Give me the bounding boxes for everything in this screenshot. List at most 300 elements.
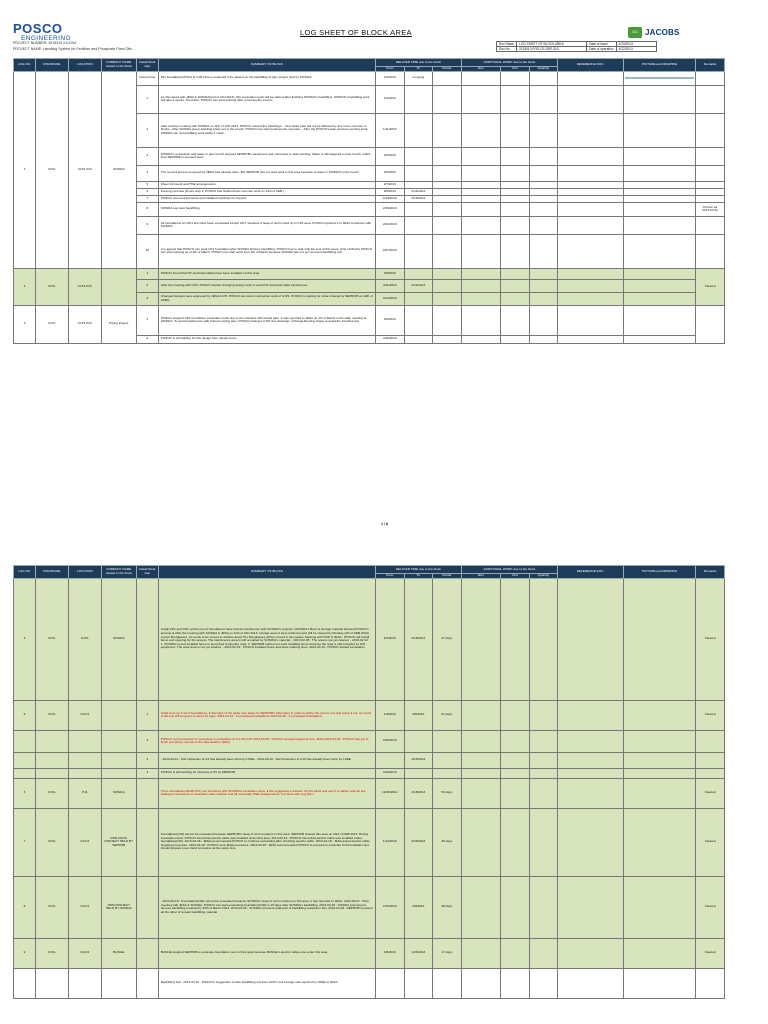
log-table-page-1 — [13, 58, 725, 344]
col-summary: SUMMARY OF BLOCK — [158, 566, 375, 579]
ref-cell — [558, 216, 624, 234]
step-cell: 9 — [136, 216, 158, 234]
summary-cell: All foundations of C1P1 line have been excavated except CP1, because a heap of soil is piled up in CP1 area. POSCO reported it to JESA to discuss with SOSIDA. — [158, 216, 375, 234]
ref-cell — [558, 938, 624, 968]
summary-cell: After the meeting with OCP, POSCO started changing design work to avoid HV electrical cable interference. — [158, 279, 375, 292]
remark-cell — [696, 752, 725, 768]
group-disc: CIVIL — [35, 305, 68, 343]
cell — [501, 181, 530, 188]
group-loc: C1P1,P12 — [68, 268, 101, 305]
col-location: LOCATION — [68, 59, 101, 72]
remark-cell: Cleared — [696, 268, 725, 305]
remark-cell: Cleared — [696, 876, 725, 938]
from-cell: 2/19/2013 — [376, 202, 405, 216]
cell — [529, 578, 558, 700]
from-cell: 4/18/2013 — [376, 335, 405, 343]
remark-cell — [696, 968, 725, 998]
cell — [461, 268, 500, 279]
col-remarks: Remarks — [696, 59, 725, 72]
step-cell: 2 — [136, 335, 158, 343]
to-cell: 4/15/2013 — [404, 752, 433, 768]
picture-cell — [623, 292, 695, 305]
cell — [529, 181, 558, 188]
picture-cell — [623, 71, 695, 85]
col-additional: ADDITIONAL WORK due to the block — [461, 566, 558, 574]
cell — [529, 335, 558, 343]
step-cell: 1 — [136, 268, 158, 279]
ref-cell — [558, 85, 624, 113]
period-cell — [433, 147, 462, 165]
ref-cell — [558, 768, 624, 778]
project-name: PROJECT NAME: Handling System for Fertilizer and Phosphate Plant Ofis — [13, 47, 132, 51]
picture-cell — [623, 279, 695, 292]
group-comp: Piping Project — [101, 305, 136, 343]
cell — [501, 700, 530, 730]
discipline — [35, 768, 68, 778]
step-cell: 8 — [136, 202, 158, 216]
picture-cell — [623, 113, 695, 147]
summary-cell: SOSIDA's excavation and water in pipe trench stopped SEPROB's equipment and manpower to start working. Water is still stagnant in pipe trench, which stop SEPROB to proceed work. — [158, 147, 375, 165]
cell — [501, 71, 530, 85]
table-row — [14, 752, 725, 768]
period-cell — [433, 195, 462, 202]
from-cell: 2/6/2013 — [376, 165, 405, 181]
period-cell — [433, 85, 462, 113]
cell — [461, 195, 500, 202]
col-from: From — [376, 67, 405, 72]
discipline — [35, 968, 68, 998]
col-picture: PICTURE and DRAWING — [623, 566, 695, 579]
cell — [501, 188, 530, 195]
group-disc: CIVIL — [35, 71, 68, 268]
table-row — [14, 768, 725, 778]
cell — [529, 216, 558, 234]
cell — [501, 768, 530, 778]
cell — [529, 778, 558, 808]
ref-cell — [558, 147, 624, 165]
to-cell — [404, 147, 433, 165]
cell — [529, 700, 558, 730]
to-cell — [404, 268, 433, 279]
picture-cell — [623, 202, 695, 216]
col-company: COMPANY NAME related to the block — [101, 59, 136, 72]
ref-cell — [558, 752, 624, 768]
table-row — [14, 700, 725, 730]
table-row — [14, 968, 725, 998]
cell — [461, 234, 500, 268]
cell — [529, 188, 558, 195]
group-no: 3 — [14, 305, 36, 343]
picture-cell — [623, 876, 695, 938]
from-cell: 1/8/2013 — [376, 938, 405, 968]
from-cell: 2/15/2013 — [376, 876, 405, 938]
period-cell — [433, 234, 462, 268]
col-discipline: DISCIPLINE — [35, 566, 68, 579]
summary-cell: Sheet formwork and HSE arrangements. — [158, 181, 375, 188]
cell — [501, 234, 530, 268]
col-delayed: DELAYED TIME due to the block — [376, 566, 462, 574]
ref-cell — [558, 181, 624, 188]
period-cell — [433, 202, 462, 216]
cell — [501, 268, 530, 279]
location: C1P1 — [68, 578, 101, 700]
summary-cell: Pile foundation(CP1/2) at C1P1 line is expected to be placed on the backfilling of pipe project held by SOSIDA. — [158, 71, 375, 85]
log-no — [14, 730, 36, 752]
to-cell: 2/18/2013 — [404, 778, 433, 808]
col-item: Item — [461, 67, 500, 72]
cell — [461, 938, 500, 968]
posco-logo: POSCO ENGINEERING — [13, 21, 71, 42]
ref-cell — [558, 234, 624, 268]
cell — [501, 195, 530, 202]
col-ref: REFERENCE DOC. — [558, 59, 624, 72]
from-cell: 2/27/2013 — [376, 234, 405, 268]
period-cell: 61 days — [433, 700, 462, 730]
step-cell: 1 — [136, 85, 158, 113]
company — [101, 730, 136, 752]
company: BUNGE — [101, 938, 136, 968]
ref-cell — [558, 202, 624, 216]
ref-cell — [558, 876, 624, 938]
cell — [501, 938, 530, 968]
step-cell: 6 — [136, 188, 158, 195]
cell — [529, 202, 558, 216]
group-no: 1 — [14, 71, 36, 268]
ref-cell — [558, 968, 624, 998]
cell — [529, 305, 558, 335]
company: PIPE RACK PROJECT HELD BY SEPROB — [101, 808, 136, 876]
col-no: LOG NO. — [14, 566, 36, 579]
summary-cell: POSCO found that HV electrical cables have been installed on this area. — [158, 268, 375, 279]
period-cell — [433, 305, 462, 335]
period-cell — [433, 752, 462, 768]
cell — [529, 292, 558, 305]
cell — [529, 752, 558, 768]
ref-cell — [558, 279, 624, 292]
cell — [529, 279, 558, 292]
cell — [529, 808, 558, 876]
period-cell: 17 days — [433, 938, 462, 968]
discipline: CIVIL — [35, 938, 68, 968]
col-detail: Detail Work step — [136, 59, 158, 72]
cell — [461, 778, 500, 808]
discipline: CIVIL — [35, 876, 68, 938]
step-cell — [136, 938, 158, 968]
from-cell: 2/8/2013 — [376, 188, 405, 195]
ref-cell — [558, 578, 624, 700]
jacobs-logo: GO JACOBS — [628, 26, 684, 38]
remark-cell: Cleared — [696, 700, 725, 730]
from-cell: 1/3/2013 — [376, 700, 405, 730]
step-cell: Issued time — [136, 71, 158, 85]
picture-cell — [623, 938, 695, 968]
col-picture: PICTURE and DRAWING — [623, 59, 695, 72]
remark-cell: Cleared — [696, 938, 725, 968]
period-cell — [433, 968, 462, 998]
col-additional: ADDITIONAL WORK due to the block — [461, 59, 558, 67]
col-company: COMPANY NAME related to the block — [101, 566, 136, 579]
log-no: 7 — [14, 808, 36, 876]
picture-cell — [623, 778, 695, 808]
col-summary: SUMMARY OF BLOCK — [158, 59, 375, 72]
picture-cell — [623, 768, 695, 778]
step-cell — [136, 968, 158, 998]
step-cell: 4 — [136, 768, 158, 778]
remark-cell — [696, 730, 725, 752]
cell — [529, 165, 558, 181]
discipline: CIVIL — [35, 808, 68, 876]
col-unit: Unit — [501, 574, 530, 579]
table-row — [14, 305, 725, 335]
col-remarks: Remarks — [696, 566, 725, 579]
cell — [461, 768, 500, 778]
remark-cell: Cleared — [696, 808, 725, 876]
picture-cell — [623, 335, 695, 343]
remark-cell: Person as 2013.03.22 — [696, 202, 725, 216]
table-row — [14, 730, 725, 752]
step-cell — [136, 808, 158, 876]
cell — [461, 113, 500, 147]
picture-cell — [623, 305, 695, 335]
remark-cell — [696, 305, 725, 343]
summary-cell: Backfilling Soil : 2013-03-01 : POSCO's suggestion to take backfilling soil from OCP's soil storage was rejected by LPEE of JESA — [158, 968, 375, 998]
summary-cell: The second access proposed by JESA was already done. But SEPROB can not start work in this area because of water in SOSIDA's pipe trench. — [158, 165, 375, 181]
group-disc: CIVIL — [35, 268, 68, 305]
table-row — [14, 876, 725, 938]
picture-cell — [623, 195, 695, 202]
table-row — [14, 808, 725, 876]
col-ref: REFERENCE DOC. — [558, 566, 624, 579]
step-cell: 1 — [136, 305, 158, 335]
summary-cell: SOSIDA can start backfilling. — [158, 202, 375, 216]
project-number: PROJECT NUMBER: 3015310 01/11/M — [13, 41, 76, 45]
summary-cell: Foundation(C16) cannot be excavated because SEPROB's heap of soil is located on this area. SEPROB cleared this area on 23rd of FEB 2013. During excavation work, POSCO found that electric cable was installed under that area. 2013-03-15 : POSCO found that electric cable was installed under foundation(C16). 2013-03-18 : JESA recommended POSCO to continue excavating after checking electric cable. 2013-03-18 : JESA asked electric cable stopping procedure. 2013-03-18 : POSCO sent JESA procedure. 2013-03-25 : JESA recommended POSCO to proceed to excavate C16 foundation and should prepare more hand procedure at the same time — [158, 808, 375, 876]
cell — [501, 335, 530, 343]
from-cell: 2/6/2013 — [376, 147, 405, 165]
cell — [501, 85, 530, 113]
company — [101, 768, 136, 778]
from-cell: 3/11/2013 — [376, 279, 405, 292]
cell — [461, 730, 500, 752]
cell — [529, 938, 558, 968]
remark-cell — [696, 234, 725, 268]
from-cell: 12/26/2012 — [376, 778, 405, 808]
remark-cell — [696, 188, 725, 195]
to-cell — [404, 305, 433, 335]
col-qty: Quantity — [529, 574, 558, 579]
drawing-thumbnail — [625, 77, 694, 79]
step-cell: 2 — [136, 730, 158, 752]
summary-cell: BUNGE stopped SEPROB to excavate foundation next to their gate because BUNGE's electric cables are under this area. — [158, 938, 375, 968]
cell — [461, 71, 500, 85]
group-comp: - — [101, 268, 136, 305]
ref-cell — [558, 730, 624, 752]
to-cell — [404, 181, 433, 188]
cell — [461, 216, 500, 234]
step-cell: 3 — [136, 292, 158, 305]
step-cell: 2 — [136, 113, 158, 147]
cell — [461, 752, 500, 768]
period-cell — [433, 279, 462, 292]
ref-cell — [558, 335, 624, 343]
document-info-table: Doc Name LOG SHEET OF BLOCK AREA Date of Issue 2/20/2013 Doc No 2133010 POS-CE-DEP-313 Date of operation 4/22/2013 — [496, 41, 657, 52]
picture-cell — [623, 268, 695, 279]
to-cell — [404, 234, 433, 268]
company: - — [101, 700, 136, 730]
summary-cell: Pouring concrete (Pours step 2, POSCO has finished lean concrete work on 12th of FEB.) — [158, 188, 375, 195]
ref-cell — [558, 188, 624, 195]
picture-cell — [623, 165, 695, 181]
col-no: LOG NO. — [14, 59, 36, 72]
to-cell — [404, 968, 433, 998]
cell — [501, 730, 530, 752]
log-no — [14, 768, 36, 778]
table-row — [14, 938, 725, 968]
period-cell — [433, 268, 462, 279]
cell — [529, 85, 558, 113]
log-no: 4 — [14, 578, 36, 700]
discipline: CIVIL — [35, 700, 68, 730]
to-cell — [404, 768, 433, 778]
group-no: 2 — [14, 268, 36, 305]
picture-cell — [623, 578, 695, 700]
to-cell: 2/23/2013 — [404, 808, 433, 876]
group-loc: C1P1,P12 — [68, 71, 101, 268]
col-to: To — [404, 67, 433, 72]
summary-cell: POSCO sent procedure for correcting in excavation of 'C1-C5-C10' 2013-03-05 : POSCO received approval from JESA 2013-03-26 : POSCO has yet to finish pumping it out due to the bad weather (Rain) — [158, 730, 375, 752]
to-cell: 3/5/2013 — [404, 700, 433, 730]
discipline — [35, 752, 68, 768]
log-no: 8 — [14, 876, 36, 938]
discipline — [35, 730, 68, 752]
cell — [501, 202, 530, 216]
summary-cell: - 2013-02-15 : Foundation(C20) cannot be excavated because SOSIDA's heap of soil is located on this area. It has reported to JESA. 2013-03-07 : Plan meeting with JESA & SOSIDA, POSCO can start excavating foundation(C20) in 15 days after SOSIDA's backfilling. 2013-03-28 : SOSIDA promised to remove backfilling material by 29th of March 2013. 2013-04-05 : SOSIDA removed small part of backfilling material in this. 2013-04-09 : SEPROB removed all the other of remain backfilling material — [158, 876, 375, 938]
log-no: 5 — [14, 700, 36, 730]
step-cell — [136, 876, 158, 938]
company — [101, 968, 136, 998]
col-location: LOCATION — [68, 566, 101, 579]
period-cell: 54 days — [433, 778, 462, 808]
cell — [461, 876, 500, 938]
step-cell: 10 — [136, 234, 158, 268]
summary-cell: - 2013-04-11 : Soil Inspection of C3 has already been done by LPEE - 2013-04-15 : Soil Inspection of C12 has already been done by LPEE — [158, 752, 375, 768]
log-no — [14, 752, 36, 768]
summary-cell: POSCO is still working for cleaning of C5 by SEPROB. — [158, 768, 375, 778]
period-cell — [433, 335, 462, 343]
cell — [529, 234, 558, 268]
summary-cell: Changed designs were approved by JESA & RH. POSCO can start construction work of C1P1. POSCO is waiting for rebar ordered by SEPROB on 12th of APRIL — [158, 292, 375, 305]
col-delayed: DELAYED TIME due to the block — [376, 59, 462, 67]
cell — [501, 305, 530, 335]
picture-cell — [623, 234, 695, 268]
from-cell: 1/11/2013 — [376, 113, 405, 147]
ref-cell — [558, 292, 624, 305]
picture-cell — [623, 188, 695, 195]
step-cell: 4 — [136, 165, 158, 181]
log-table-page-2 — [13, 565, 725, 999]
discipline: CIVIL — [35, 778, 68, 808]
cell — [461, 279, 500, 292]
table-row — [14, 578, 725, 700]
cell — [529, 71, 558, 85]
cell — [501, 292, 530, 305]
cell — [501, 216, 530, 234]
cell — [461, 578, 500, 700]
period-cell — [433, 292, 462, 305]
col-unit: Unit — [501, 67, 530, 72]
header-row — [14, 59, 725, 67]
picture-cell — [623, 85, 695, 113]
summary-cell: POSCO is still waiting for this design from Jacobs team. — [158, 335, 375, 343]
ref-cell — [558, 165, 624, 181]
to-cell — [404, 113, 433, 147]
col-from: From — [376, 574, 405, 579]
group-comp: SOSIDA — [101, 71, 136, 268]
summary-cell: Three foundations(3C20,C21) are interfered with SOSIDA's excavation area. ● We suggested a solution for this block and sent it to JESA, and we are waiting an procedure of excavation after solution and all necessary HSE arrangements. It is done with Log NO.1 — [158, 778, 375, 808]
ref-cell — [558, 268, 624, 279]
to-cell — [404, 730, 433, 752]
remark-cell — [696, 85, 725, 113]
from-cell: 2/14/2013 — [376, 195, 405, 202]
log-no — [14, 968, 36, 998]
ref-cell — [558, 195, 624, 202]
cell — [529, 730, 558, 752]
cell — [501, 165, 530, 181]
company: SOSIDA — [101, 578, 136, 700]
picture-cell — [623, 181, 695, 188]
period-cell — [433, 181, 462, 188]
from-cell: 2/7/2013 — [376, 181, 405, 188]
summary-cell: It is agreed that POSCO can work CP1 foundation after SOSIDA finishes backfilling. POSCO has to wait until the end of this week. (2nd of March) POSCO can start working as of 4th of March. POSCO can start work from 4th of March because SOSIDA has not yet removed backfilling soil. — [158, 234, 375, 268]
period-cell — [433, 188, 462, 195]
cell — [529, 147, 558, 165]
remark-cell — [696, 195, 725, 202]
ref-cell — [558, 778, 624, 808]
remark-cell — [696, 147, 725, 165]
picture-cell — [623, 216, 695, 234]
cell — [501, 147, 530, 165]
table-row — [14, 268, 725, 279]
col-period: Period — [433, 574, 462, 579]
cell — [529, 268, 558, 279]
to-cell — [404, 335, 433, 343]
cell — [461, 968, 500, 998]
cell — [501, 578, 530, 700]
ref-cell — [558, 305, 624, 335]
cell — [461, 292, 500, 305]
green-logo-icon: GO — [628, 27, 642, 38]
header-row — [14, 566, 725, 574]
from-cell: 2/26/2013 — [376, 730, 405, 752]
to-cell: 1/24/2013 — [404, 938, 433, 968]
cell — [461, 181, 500, 188]
discipline: CIVIL — [35, 578, 68, 700]
step-cell: 3 — [136, 752, 158, 768]
picture-cell — [623, 700, 695, 730]
cell — [461, 165, 500, 181]
ref-cell — [558, 700, 624, 730]
remark-cell: Cleared — [696, 578, 725, 700]
sheet-page-2 — [0, 565, 768, 1024]
remark-cell — [696, 216, 725, 234]
to-cell: 2/19/2013 — [404, 195, 433, 202]
from-cell: 2/22/2013 — [376, 216, 405, 234]
remark-cell: Cleared — [696, 778, 725, 808]
cell — [529, 113, 558, 147]
summary-cell: POSCO stopped CP1 foundation excavation work due to the interface with buried pipe. It was reported to JESA on 4th of March in the daily meeting at SOSIDA. To avoid interference with buried existing pipe, POSCO changes C1P1 line drawings. (Change Routing shape to avoid the interference) — [158, 305, 375, 335]
to-cell — [404, 292, 433, 305]
remark-cell — [696, 768, 725, 778]
